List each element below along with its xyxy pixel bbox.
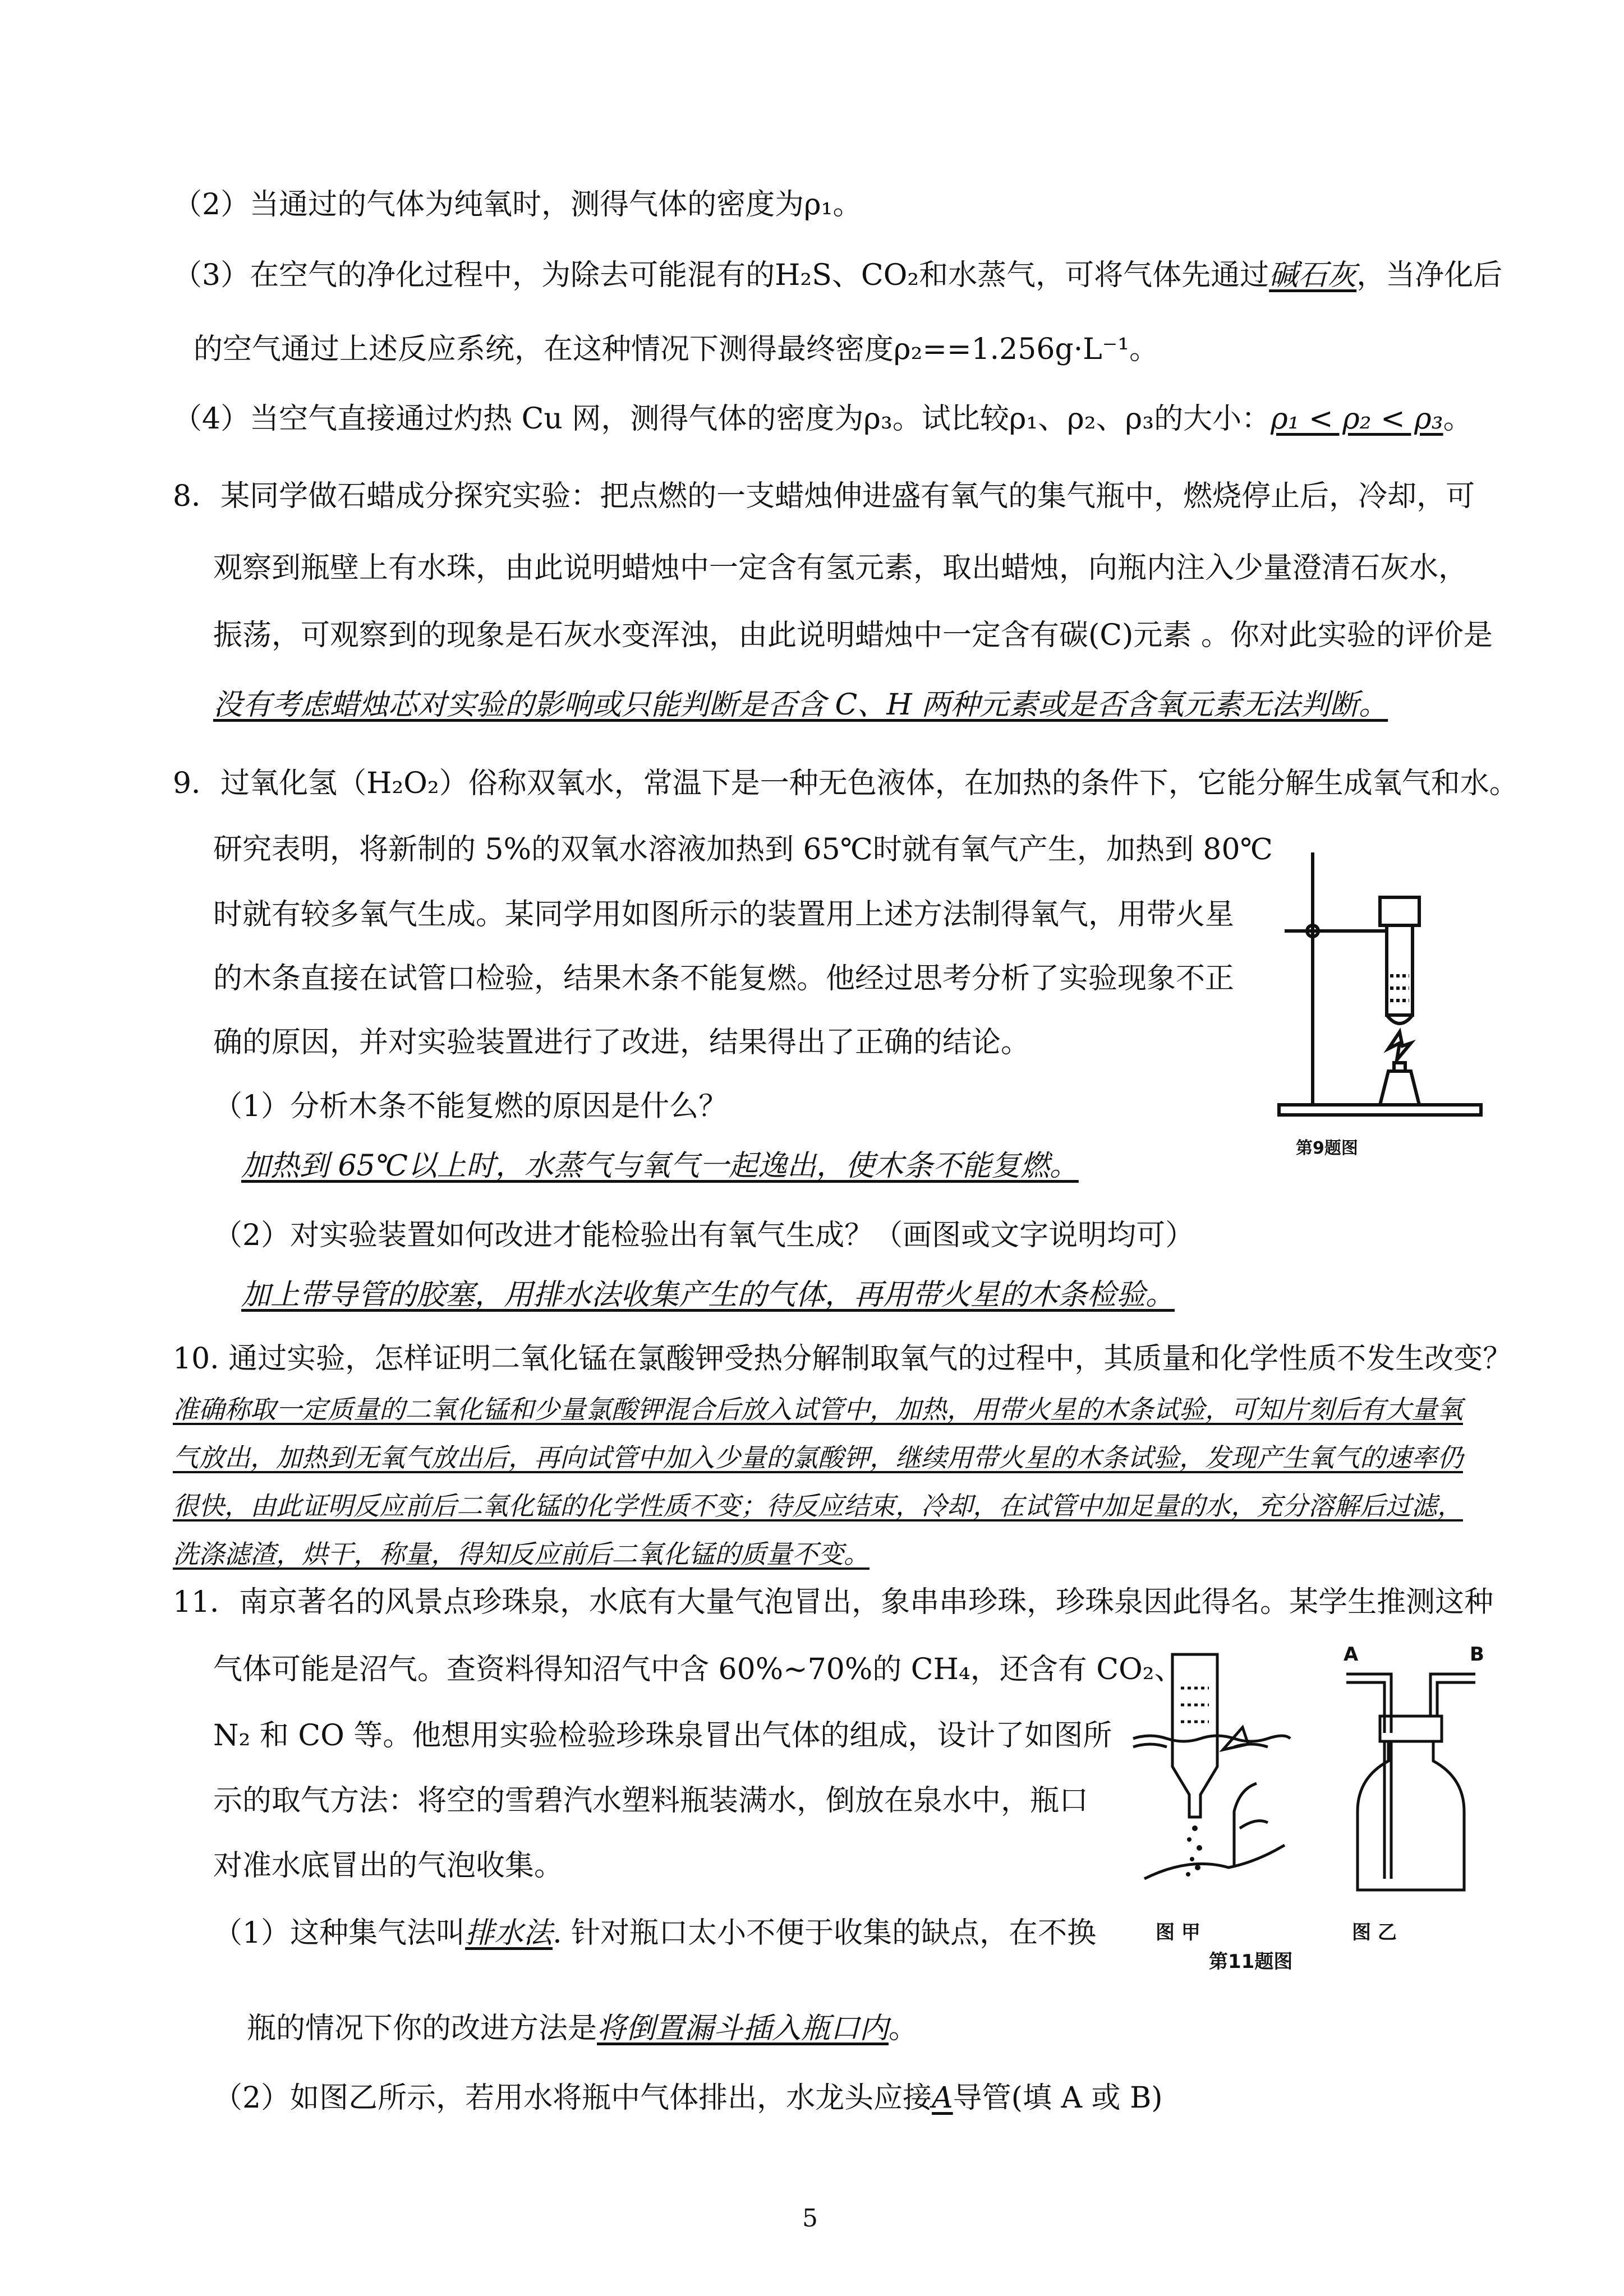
q11-tube-label-a: A	[1344, 1643, 1359, 1666]
q9-figure-caption: 第9题图	[1296, 1138, 1358, 1158]
q9-line1: 9．过氧化氢（H₂O₂）俗称双氧水，常温下是一种无色液体，在加热的条件下，它能分解生成氧气和水。	[173, 767, 1519, 800]
q11-caption-yi: 图 乙	[1352, 1921, 1397, 1944]
q11-figure-caption: 第11题图	[1209, 1951, 1293, 1973]
q7-part4	[173, 399, 1473, 439]
q7-part4-answer: ρ₁ < ρ₂ < ρ₃	[1271, 402, 1443, 436]
q11-sub1-line2	[247, 2009, 918, 2048]
q11-figure-jia	[1128, 1643, 1296, 1901]
q11-caption-jia: 图 甲	[1156, 1921, 1200, 1944]
q9-line5: 确的原因，并对实验装置进行了改进，结果得出了正确的结论。	[213, 1026, 1030, 1059]
q8-line1: 8．某同学做石蜡成分探究实验：把点燃的一支蜡烛伸进盛有氧气的集气瓶中，燃烧停止后，冷却，可	[173, 480, 1475, 513]
q11-line2: 气体可能是沼气。查资料得知沼气中含 60%~70%的 CH₄，还含有 CO₂、	[213, 1653, 1184, 1686]
q9-sub1: （1）分析木条不能复燃的原因是什么？	[213, 1090, 728, 1123]
q11-line5: 对准水底冒出的气泡收集。	[213, 1849, 564, 1883]
q11-sub2	[213, 2078, 1163, 2118]
q9-figure-apparatus	[1262, 841, 1526, 1122]
q8-line2: 观察到瓶壁上有水珠，由此说明蜡烛中一定含有氢元素，取出蜡烛，向瓶内注入少量澄清石灰水，	[213, 551, 1468, 585]
q7-part3-text-end: ，当净化后	[1356, 259, 1503, 292]
q11-sub1-text: （1）这种集气法叫	[213, 1916, 466, 1950]
q10-line1: 10. 通过实验，怎样证明二氧化锰在氯酸钾受热分解制取氧气的过程中，其质量和化学性质不发生改变？	[173, 1342, 1512, 1376]
q11-sub1	[213, 1914, 1096, 1953]
q7-part3-line2: 的空气通过上述反应系统，在这种情况下测得最终密度ρ₂==1.256g·L⁻¹。	[194, 333, 1159, 366]
q11-sub2-text: （2）如图乙所示，若用水将瓶中气体排出，水龙头应接	[213, 2081, 932, 2115]
q11-tube-label-b: B	[1470, 1643, 1484, 1666]
page-number: 5	[802, 2204, 818, 2233]
q11-sub1b-text: 瓶的情况下你的改进方法是	[247, 2012, 597, 2045]
q7-part4-end: 。	[1443, 402, 1473, 436]
q10-answer: 准确称取一定质量的二氧化锰和少量氯酸钾混合后放入试管中，加热，用带火星的木条试验，可知片刻后有大量氧气放出，加热到无氧气放出后，再向试管中加入少量的氯酸钾，继续用带火星的木条试验，发现产生氧气的速率仍很快，由此证明反应前后二氧化锰的化学性质不变；待反应结束，冷却，在试管中加足量的水，充分溶解后过滤，洗涤滤渣，烘干，称量，得知反应前后二氧化锰的质量不变。	[173, 1394, 1463, 1569]
q9-line2: 研究表明，将新制的 5%的双氧水溶液加热到 65℃时就有氧气产生，加热到 80℃	[213, 833, 1273, 866]
q7-part3-answer: 碱石灰	[1269, 259, 1357, 292]
q8-line3: 振荡，可观察到的现象是石灰水变浑浊，由此说明蜡烛中一定含有碳(C)元素 。你对此实验的评价是	[213, 619, 1493, 652]
q11-figure-yi	[1341, 1649, 1487, 1896]
q11-line3: N₂ 和 CO 等。他想用实验检验珍珠泉冒出气体的组成，设计了如图所	[213, 1719, 1112, 1753]
q11-sub2-answer: A	[932, 2081, 953, 2115]
q9-answer1: 加热到 65℃以上时，水蒸气与氧气一起逸出，使木条不能复燃。	[241, 1149, 1079, 1183]
q11-sub1-answer: 排水法	[465, 1916, 553, 1950]
q9-line3: 时就有较多氧气生成。某同学用如图所示的装置用上述方法制得氧气，用带火星	[213, 898, 1235, 932]
q9-line4: 的木条直接在试管口检验，结果木条不能复燃。他经过思考分析了实验现象不正	[213, 962, 1235, 995]
q7-part4-text: （4）当空气直接通过灼热 Cu 网，测得气体的密度为ρ₃。试比较ρ₁、ρ₂、ρ₃的大小：	[173, 402, 1271, 436]
q9-sub2: （2）对实验装置如何改进才能检验出有氧气生成？（画图或文字说明均可）	[213, 1219, 1195, 1252]
q11-sub1b-end: 。	[889, 2012, 918, 2045]
q11-line4: 示的取气方法：将空的雪碧汽水塑料瓶装满水，倒放在泉水中，瓶口	[213, 1784, 1089, 1818]
q11-line1: 11．南京著名的风景点珍珠泉，水底有大量气泡冒出，象串串珍珠，珍珠泉因此得名。某学生推测这种	[173, 1585, 1494, 1619]
q7-part3-text: （3）在空气的净化过程中，为除去可能混有的H₂S、CO₂和水蒸气，可将气体先通过	[173, 259, 1269, 292]
q7-part3-line1	[173, 256, 1502, 295]
q11-sub1b-answer: 将倒置漏斗插入瓶口内	[597, 2012, 889, 2045]
q11-sub2-end: 导管(填 A 或 B)	[953, 2081, 1163, 2115]
q9-answer2: 加上带导管的胶塞，用排水法收集产生的气体，再用带火星的木条检验。	[241, 1278, 1175, 1312]
q8-answer: 没有考虑蜡烛芯对实验的影响或只能判断是否含 C、H 两种元素或是否含氧元素无法判断。	[213, 688, 1388, 722]
q11-sub1-text-end: . 针对瓶口太小不便于收集的缺点，在不换	[553, 1916, 1097, 1950]
q7-part2: （2）当通过的气体为纯氧时，测得气体的密度为ρ₁。	[173, 188, 862, 222]
